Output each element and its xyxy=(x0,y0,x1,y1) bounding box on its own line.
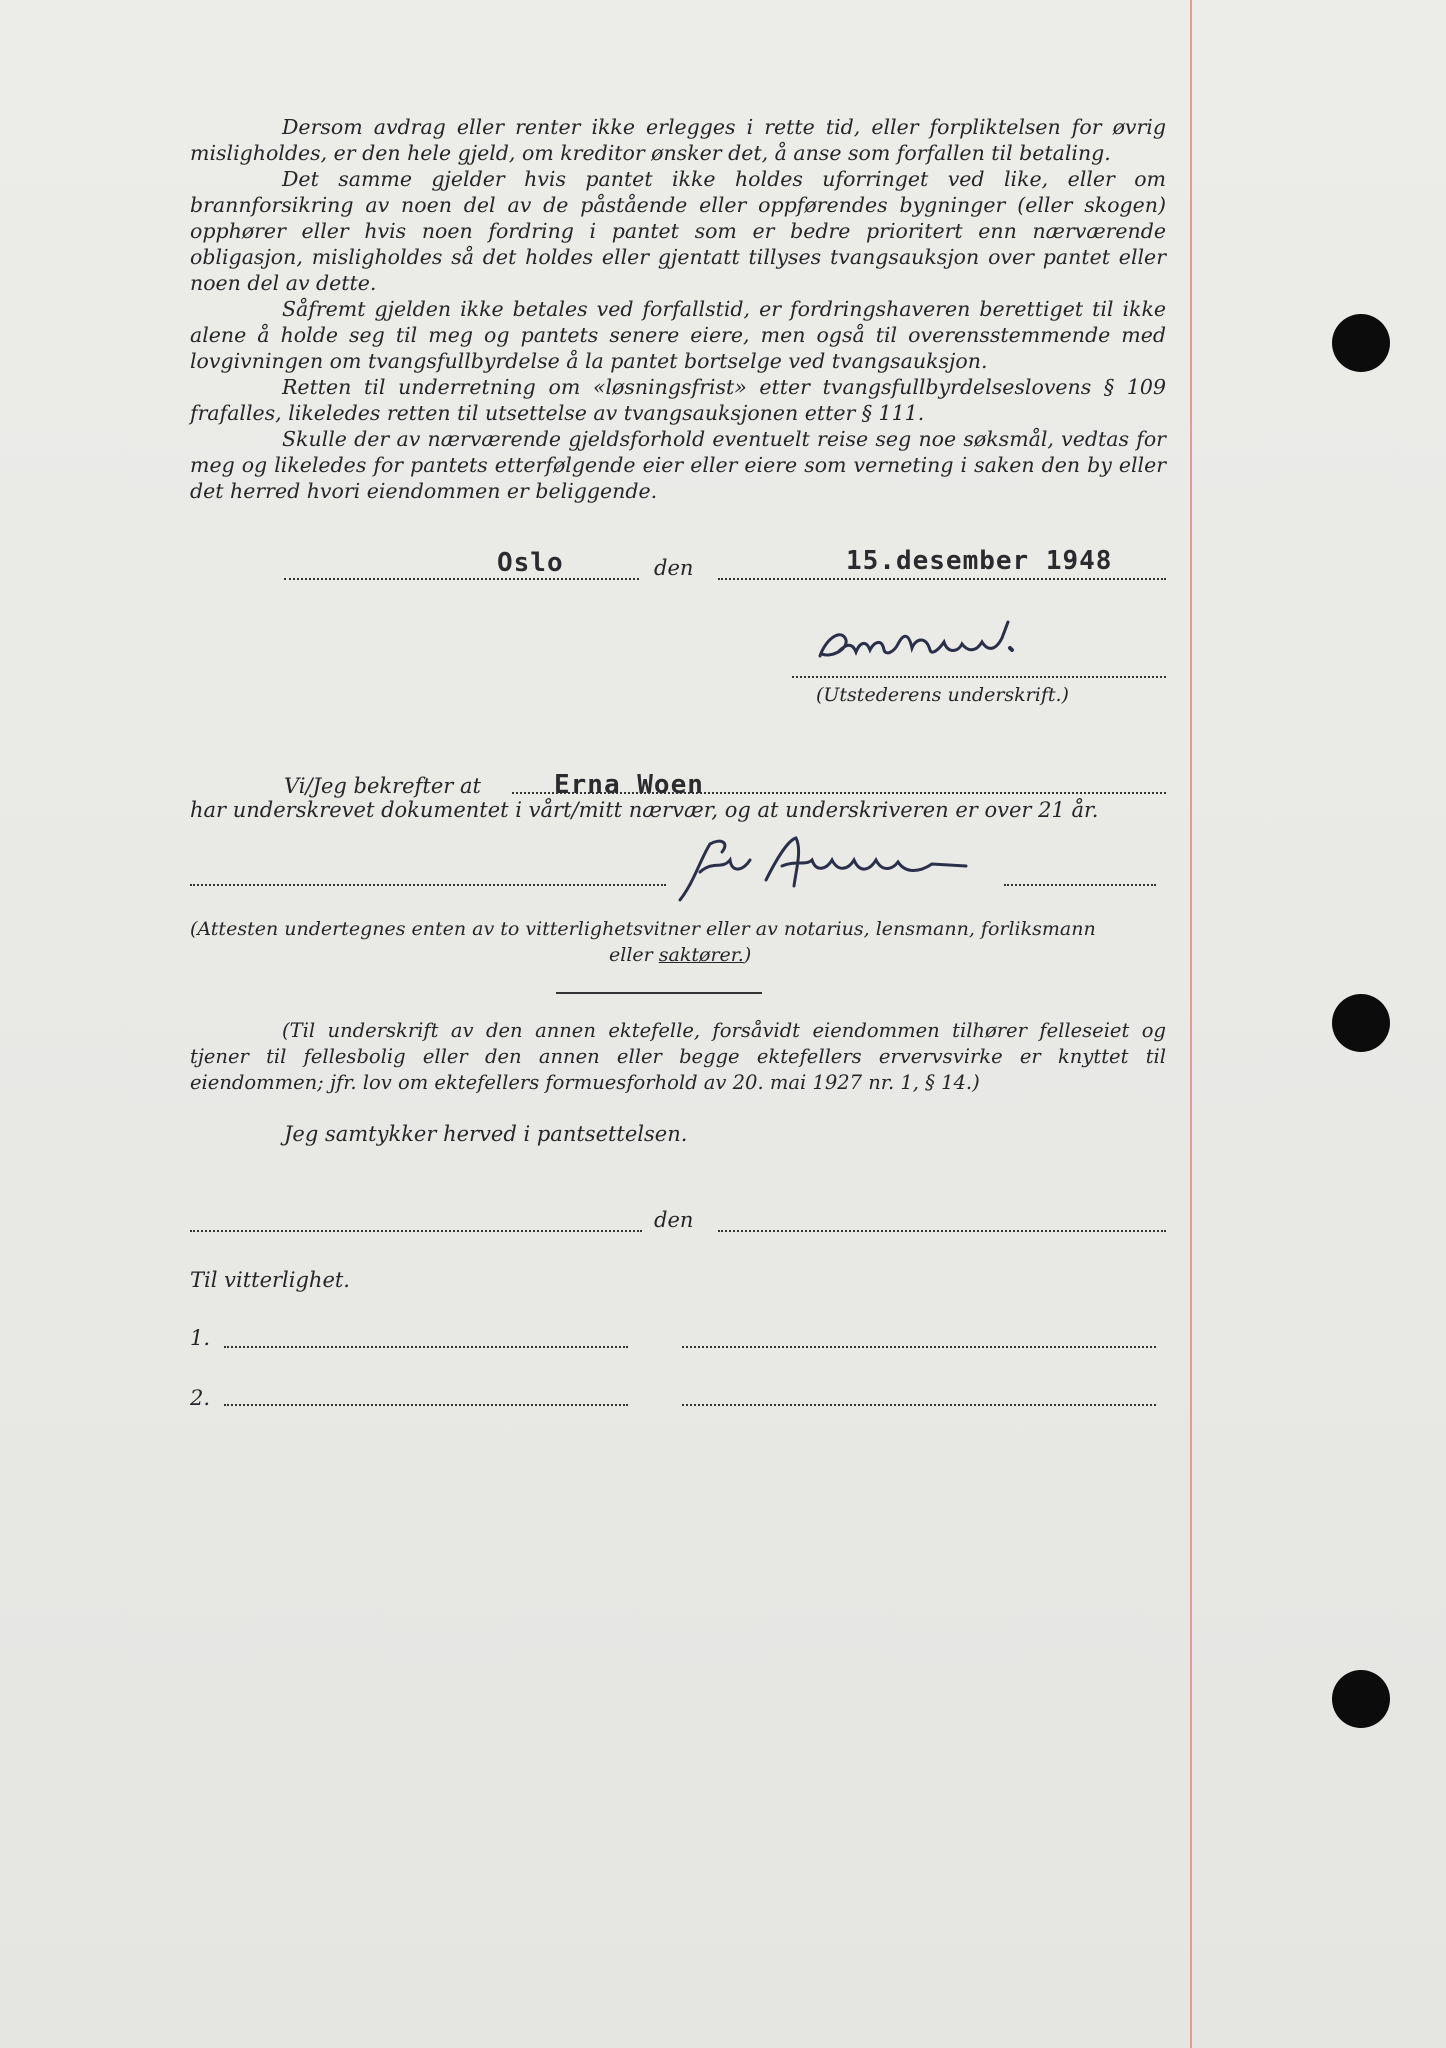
second-place-line xyxy=(190,1230,642,1232)
witness-2-line-left xyxy=(224,1404,628,1406)
confirm-name: Erna Woen xyxy=(554,770,704,800)
spouse-note xyxy=(190,1018,1166,1096)
confirm-line2: har underskrevet dokumentet i vårt/mitt nærvær, og at underskriveren er over 21 år. xyxy=(190,798,1099,822)
paragraph: Dersom avdrag eller renter ikke erlegges i rette tid, eller forpliktelsen for øvrig misligholdes, er den hele gjeld, om kreditor ønsker det, å anse som forfallen til betaling. xyxy=(190,115,1166,165)
witness-1-line-right xyxy=(682,1346,1156,1348)
attest-note-suffix: ) xyxy=(743,944,752,966)
punch-hole xyxy=(1332,1670,1390,1728)
date-value: 15.desember 1948 xyxy=(846,546,1113,576)
witness-signature xyxy=(670,830,1050,910)
margin-line xyxy=(1190,0,1192,2048)
den-label: den xyxy=(654,556,694,580)
confirm-prefix: Vi/Jeg bekrefter at xyxy=(284,774,481,798)
second-date-line xyxy=(718,1230,1166,1232)
witness-1-line-left xyxy=(224,1346,628,1348)
date-dotted-line xyxy=(718,578,1166,580)
witness-signature-line-left xyxy=(190,884,666,886)
spouse-note-text: (Til underskrift av den annen ektefelle, forsåvidt eiendommen tilhører felleseiet og tjener til fellesbolig eller den annen eller begge ektefellers ervervsvirke er knyttet til eiendommen; jfr. lov om ektefellers formuesforhold av 20. mai 1927 nr. 1, § 14.) xyxy=(190,1019,1166,1094)
place-dotted-line xyxy=(284,578,639,580)
issuer-signature-caption: (Utstederens underskrift.) xyxy=(816,684,1069,706)
witness-2-line-right xyxy=(682,1404,1156,1406)
witness-label: Til vitterlighet. xyxy=(190,1268,350,1292)
paragraph: Det samme gjelder hvis pantet ikke holdes uforringet ved like, eller om brannforsikring av noen del av de påstående eller oppførendes bygninger (eller skogen) opphører eller hvis noen fordring i pantet som er bedre prioritert enn nærværende obligasjon, misligholdes så det holdes eller gjentatt tillyses tvangsauksjon over pantet eller noen del av dette. xyxy=(190,167,1166,295)
place-value: Oslo xyxy=(497,548,564,578)
issuer-signature-line xyxy=(792,676,1166,678)
separator-rule xyxy=(556,992,762,994)
witness-number-2: 2. xyxy=(190,1386,211,1410)
terms-text xyxy=(190,114,1166,504)
attest-note-underlined: saktører. xyxy=(658,944,744,966)
attest-note-line2 xyxy=(609,944,751,966)
paragraph: Skulle der av nærværende gjeldsforhold eventuelt reise seg noe søksmål, vedtas for meg og likeledes for pantets etterfølgende eier eller eiere som verneting i saken den by eller det herred hvori eiendommen er beliggende. xyxy=(190,427,1166,503)
consent-text: Jeg samtykker herved i pantsettelsen. xyxy=(284,1122,688,1146)
paragraph: Retten til underretning om «løsningsfrist» etter tvangsfullbyrdelseslovens § 109 frafalles, likeledes retten til utsettelse av tvangsauksjonen etter § 111. xyxy=(190,375,1166,425)
attest-note-line1: (Attesten undertegnes enten av to vitterlighetsvitner eller av notarius, lensmann, forliksmann xyxy=(190,918,1096,940)
paragraph: Såfremt gjelden ikke betales ved forfallstid, er fordringshaveren berettiget til ikke alene å holde seg til meg og pantets senere eiere, men også til overensstemmende med lovgivningen om tvangsfullbyrdelse å la pantet bortselge ved tvangsauksjon. xyxy=(190,297,1166,373)
second-den-label: den xyxy=(654,1208,694,1232)
punch-hole xyxy=(1332,994,1390,1052)
punch-hole xyxy=(1332,314,1390,372)
witness-signature-line-right xyxy=(1004,884,1156,886)
attest-note-prefix: eller xyxy=(609,944,653,966)
witness-number-1: 1. xyxy=(190,1326,211,1350)
